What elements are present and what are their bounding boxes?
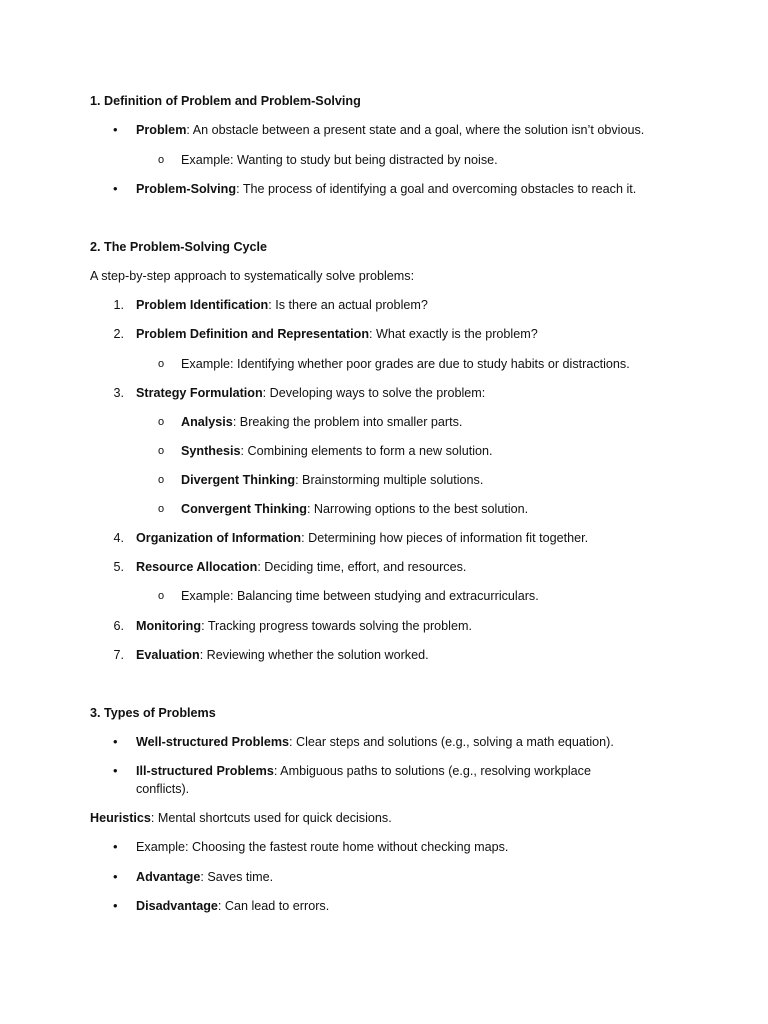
step-term: Organization of Information [136, 531, 302, 545]
list-item-well-structured [136, 733, 614, 751]
list-number: 1. [113, 298, 124, 312]
example-resource-allocation: Example: Balancing time between studying and extracurriculars. [181, 589, 539, 603]
step-text: : Is there an actual problem? [268, 298, 428, 312]
heuristics-disadvantage [136, 897, 329, 915]
list-number: 2. [113, 327, 124, 341]
step-text: : Deciding time, effort, and resources. [257, 560, 467, 574]
step-evaluation [136, 646, 429, 664]
step-term: Problem Definition and Representation [136, 327, 370, 341]
step-organization [136, 529, 588, 547]
heuristics-definition [90, 809, 392, 827]
example-definition: Example: Identifying whether poor grades are due to study habits or distractions. [181, 357, 630, 371]
advantage-text: : Saves time. [200, 870, 274, 884]
step-text: : Determining how pieces of information fit together. [301, 531, 589, 545]
advantage-term: Advantage [136, 870, 201, 884]
definition-problem-solving: : The process of identifying a goal and overcoming obstacles to reach it. [236, 182, 637, 196]
step-term: Evaluation [136, 648, 200, 662]
step-term: Strategy Formulation [136, 386, 263, 400]
step-term: Problem Identification [136, 298, 269, 312]
sub-bullet-marker: o [158, 503, 165, 515]
term-problem: Problem [136, 123, 187, 137]
list-item-problem-solving [136, 180, 636, 198]
strategy-convergent-thinking [181, 500, 528, 518]
step-resource-allocation [136, 558, 466, 576]
type-term: Ill-structured Problems [136, 764, 274, 778]
step-term: Resource Allocation [136, 560, 258, 574]
example-problem: Example: Wanting to study but being distracted by noise. [181, 153, 498, 167]
heuristics-term: Heuristics [90, 811, 151, 825]
step-text: : Developing ways to solve the problem: [262, 386, 486, 400]
strategy-divergent-thinking [181, 471, 483, 489]
list-number: 4. [113, 531, 124, 545]
sub-bullet-marker: o [158, 154, 165, 166]
section-heading-definition: 1. Definition of Problem and Problem-Solving [90, 94, 361, 108]
cycle-intro: A step-by-step approach to systematically solve problems: [90, 269, 415, 283]
bullet-marker: • [113, 839, 118, 854]
sub-bullet-marker: o [158, 358, 165, 370]
type-text: : Ambiguous paths to solutions (e.g., resolving workplace [273, 764, 591, 778]
bullet-marker: • [113, 122, 118, 137]
strategy-text: : Narrowing options to the best solution. [306, 502, 529, 516]
list-number: 6. [113, 619, 124, 633]
bullet-marker: • [113, 181, 118, 196]
heuristics-advantage [136, 868, 273, 886]
heuristics-example: Example: Choosing the fastest route home without checking maps. [136, 840, 509, 854]
list-item-ill-structured-continued: conflicts). [136, 782, 190, 796]
heuristics-text: : Mental shortcuts used for quick decisions. [150, 811, 392, 825]
definition-problem: : An obstacle between a present state and a goal, where the solution isn’t obvious. [186, 123, 645, 137]
strategy-term: Synthesis [181, 444, 241, 458]
section-heading-types: 3. Types of Problems [90, 706, 216, 720]
strategy-term: Analysis [181, 415, 233, 429]
term-problem-solving: Problem-Solving [136, 182, 237, 196]
bullet-marker: • [113, 763, 118, 778]
list-number: 7. [113, 648, 124, 662]
list-item-problem [136, 121, 644, 139]
step-monitoring [136, 617, 472, 635]
step-text: : Reviewing whether the solution worked. [199, 648, 429, 662]
sub-bullet-marker: o [158, 590, 165, 602]
bullet-marker: • [113, 734, 118, 749]
type-term: Well-structured Problems [136, 735, 290, 749]
strategy-text: : Combining elements to form a new solution. [240, 444, 493, 458]
bullet-marker: • [113, 898, 118, 913]
step-text: : Tracking progress towards solving the problem. [201, 619, 472, 633]
step-term: Monitoring [136, 619, 202, 633]
list-number: 5. [113, 560, 124, 574]
strategy-term: Convergent Thinking [181, 502, 307, 516]
disadvantage-text: : Can lead to errors. [217, 899, 330, 913]
step-problem-definition [136, 325, 538, 343]
step-strategy-formulation [136, 384, 485, 402]
sub-bullet-marker: o [158, 474, 165, 486]
list-item-ill-structured [136, 762, 591, 780]
sub-bullet-marker: o [158, 445, 165, 457]
strategy-term: Divergent Thinking [181, 473, 296, 487]
step-text: : What exactly is the problem? [369, 327, 538, 341]
sub-bullet-marker: o [158, 416, 165, 428]
strategy-text: : Breaking the problem into smaller parts. [232, 415, 463, 429]
type-text: : Clear steps and solutions (e.g., solving a math equation). [289, 735, 614, 749]
list-number: 3. [113, 386, 124, 400]
strategy-text: : Brainstorming multiple solutions. [295, 473, 484, 487]
bullet-marker: • [113, 869, 118, 884]
disadvantage-term: Disadvantage [136, 899, 218, 913]
step-problem-identification [136, 296, 428, 314]
section-heading-cycle: 2. The Problem-Solving Cycle [90, 240, 268, 254]
strategy-analysis [181, 413, 462, 431]
strategy-synthesis [181, 442, 493, 460]
